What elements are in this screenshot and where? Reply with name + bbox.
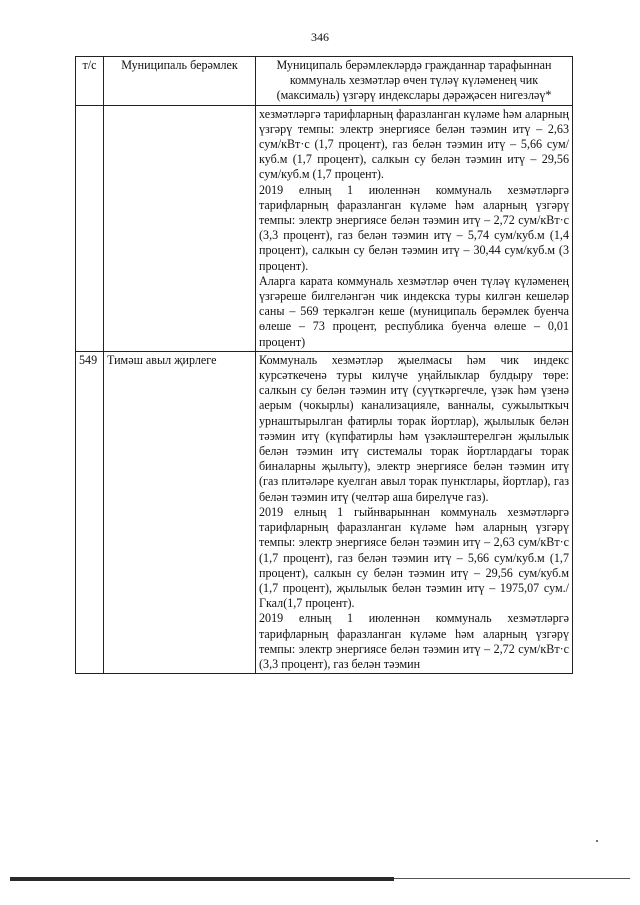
header-justification: Муниципаль берәмлекләрдә гражданнар тарафыннан коммуналь хезмәтләр өчен түләү күләменең чик (максималь) үзгәрү индекслары дәрәҗәсен нигезләү*	[256, 57, 573, 106]
cell-number-empty	[76, 105, 104, 351]
justification-table	[75, 56, 573, 674]
paragraph: 2019 елның 1 июленнән коммуналь хезмәтләргә тарифларның фаразланган күләме һәм аларның үзгәрү темпы: электр энергиясе белән тәэмин итү – 2,72 сум/кВт·с (3,3 процент), газ белән тәэмин итү – 5,74 сум/куб.м (1,4 процент), салкын су белән тәэмин итү – 30,44 сум/куб.м (3 процент).	[259, 182, 569, 273]
header-municipality: Муниципаль берәмлек	[104, 57, 256, 106]
table-header-row	[76, 57, 573, 106]
table-row-continuation	[76, 105, 573, 351]
page-number: 346	[311, 30, 329, 44]
cell-municipality-empty	[104, 105, 256, 351]
cell-row-number: 549	[76, 351, 104, 673]
scan-edge-bar	[10, 877, 394, 881]
table-row	[76, 351, 573, 673]
scan-speck	[596, 840, 598, 842]
paragraph: хезмәтләргә тарифларның фаразланган күләме һәм аларның үзгәрү темпы: электр энергиясе белән тәэмин итү – 2,63 сум/кВт·с (1,7 процент), газ белән тәэмин итү – 5,66 сум/куб.м (1,7 процент), салкын су белән тәэмин итү – 29,56 сум/куб.м (1,7 процент).	[259, 106, 569, 182]
paragraph: 2019 елның 1 гыйнварыннан коммуналь хезмәтләргә тарифларның фаразланган күләме һәм аларның үзгәрү темпы: электр энергиясе белән тәэмин итү – 2,63 сум/кВт·с (1,7 процент), газ белән тәэмин итү – 5,66 сум/куб.м (1,7 процент), салкын су белән тәэмин итү – 29,56 сум/куб.м (1,7 процент), җылылык белән тәэмин итү – 1975,07 сум./Гкал(1,7 процент).	[259, 504, 569, 611]
paragraph: 2019 елның 1 июленнән коммуналь хезмәтләргә тарифларның фаразланган күләме һәм аларның үзгәрү темпы: электр энергиясе белән тәэмин итү – 2,72 сум/кВт·с (3,3 процент), газ белән тәэмин	[259, 611, 569, 671]
scan-edge-line	[394, 878, 630, 879]
header-number: т/с	[76, 57, 104, 106]
cell-municipality: Тимәш авыл җирлеге	[104, 351, 256, 673]
cell-justification-continuation	[256, 105, 573, 351]
paragraph: Аларга карата коммуналь хезмәтләр өчен түләү күләменең үзгәреше билгеләнгән чик индекска туры килгән кешеләр саны – 569 теркәлгән кеше (муниципаль берәмлек буенча өлеше – 73 процент, республика буенча өлеше – 0,01 процент)	[259, 273, 569, 349]
cell-justification	[256, 351, 573, 673]
paragraph: Коммуналь хезмәтләр җыелмасы һәм чик индекс курсәткеченә туры килүче уңайлыклар булдыру төре: салкын су белән тәэмин итү (суүткәргечле, үзәк һәм үзенә аерым (чокырлы) канализацияле, ванналы, сужылыткыч урнаштырылган фатирлы торак йортлар), җылылык белән тәэмин итү (күпфатирлы һәм үзәкләштерелгән җылылык белән тәэмин итү системалы торак йортлардагы торак биналарны җылыту), электр энергиясе белән тәэмин итү (газ плитәләре куелган авыл торак пунктлары, йортлар), газ белән тәэмин итү (челтәр аша бирелүче газ).	[259, 352, 569, 504]
